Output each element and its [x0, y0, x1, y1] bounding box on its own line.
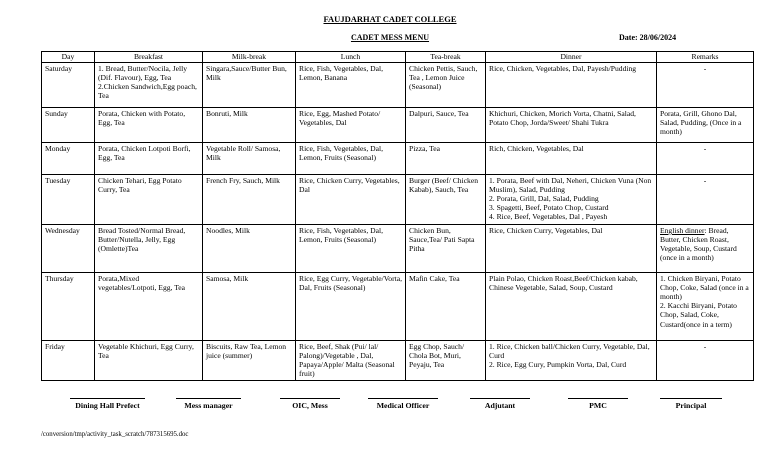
- col-header-breakfast: Breakfast: [95, 52, 203, 63]
- breakfast-cell: Porata,Mixed vegetables/Lotpoti, Egg, Tea: [95, 273, 203, 341]
- lunch-cell: Rice, Egg Curry, Vegetable/Vorta, Dal, Fruits (Seasonal): [296, 273, 406, 341]
- milk-break-cell: Singara,Sauce/Butter Bun, Milk: [203, 63, 296, 108]
- day-cell: Tuesday: [42, 175, 95, 225]
- menu-date: Date: 28/06/2024: [619, 33, 677, 42]
- day-cell: Friday: [42, 341, 95, 381]
- milk-break-cell: Bonruti, Milk: [203, 108, 296, 143]
- menu-title: CADET MESS MENU: [350, 33, 430, 42]
- tea-break-cell: Pizza, Tea: [406, 143, 486, 175]
- day-cell: Sunday: [42, 108, 95, 143]
- english-dinner-label: English dinner: [660, 226, 705, 235]
- signature-block: [280, 398, 340, 410]
- breakfast-cell: Vegetable Khichuri, Egg Curry, Tea: [95, 341, 203, 381]
- signature-row: [0, 398, 768, 428]
- lunch-cell: Rice, Fish, Vegetables, Dal, Lemon, Fruits (Seasonal): [296, 143, 406, 175]
- dinner-cell: Rich, Chicken, Vegetables, Dal: [486, 143, 657, 175]
- milk-break-cell: Samosa, Milk: [203, 273, 296, 341]
- signature-label: Dining Hall Prefect: [75, 401, 140, 410]
- lunch-cell: Rice, Beef, Shak (Pui/ lal/ Palong)/Vegetable , Dal, Papaya/Apple/ Malta (Seasonal fruit): [296, 341, 406, 381]
- dinner-cell: [486, 341, 657, 381]
- table-row: [42, 108, 754, 143]
- tea-break-cell: Dalpuri, Sauce, Tea: [406, 108, 486, 143]
- col-header-remarks: Remarks: [657, 52, 754, 63]
- dinner-cell: Khichuri, Chicken, Morich Vorta, Chatni, Salad, Potato Chop, Jorda/Sweet/ Shahi Tukra: [486, 108, 657, 143]
- signature-label: Medical Officer: [376, 401, 430, 410]
- day-cell: Saturday: [42, 63, 95, 108]
- milk-break-cell: Biscuits, Raw Tea, Lemon juice (summer): [203, 341, 296, 381]
- table-row: [42, 225, 754, 273]
- tea-break-cell: Egg Chop, Sauch/ Chola Bot, Muri, Peyaju, Tea: [406, 341, 486, 381]
- table-row: [42, 143, 754, 175]
- col-header-dinner: Dinner: [486, 52, 657, 63]
- table-row: [42, 63, 754, 108]
- breakfast-cell: 1. Bread, Butter/Nocila, Jelly (Dif. Flavour), Egg, Tea 2.Chicken Sandwich,Egg poach, Tea: [95, 63, 203, 108]
- signature-label: Adjutant: [484, 401, 516, 410]
- dinner-option: 1. Rice, Chicken ball/Chicken Curry, Vegetable, Dal, Curd: [489, 342, 650, 361]
- breakfast-cell: Porata, Chicken Lotpoti Borfi, Egg, Tea: [95, 143, 203, 175]
- signature-block: [176, 398, 241, 410]
- milk-break-cell: Vegetable Roll/ Samosa, Milk: [203, 143, 296, 175]
- lunch-cell: Rice, Fish, Vegetables, Dal, Lemon, Fruits (Seasonal): [296, 225, 406, 273]
- milk-break-cell: French Fry, Sauch, Milk: [203, 175, 296, 225]
- remarks-cell: -: [657, 143, 754, 175]
- day-cell: Monday: [42, 143, 95, 175]
- table-row: [42, 341, 754, 381]
- remarks-cell: 1. Chicken Biryani, Potato Chop, Coke, Salad (once in a month) 2. Kacchi Biryani, Potato Chop, Salad, Coke, Custard(once in a term): [657, 273, 754, 341]
- remarks-cell: -: [657, 175, 754, 225]
- signature-label: OIC, Mess: [292, 401, 328, 410]
- dinner-cell: Plain Polao, Chicken Roast,Beef/Chicken kabab, Chinese Vegetable, Salad, Soup, Custard: [486, 273, 657, 341]
- dinner-option: 3. Spagetti, Beef, Potato Chop, Custard: [489, 203, 609, 213]
- tea-break-cell: Burger (Beef/ Chicken Kabab), Sauch, Tea: [406, 175, 486, 225]
- lunch-cell: Rice, Egg, Mashed Potato/ Vegetables, Dal: [296, 108, 406, 143]
- signature-label: PMC: [589, 401, 607, 410]
- milk-break-cell: Noodles, Milk: [203, 225, 296, 273]
- signature-block: [70, 398, 145, 410]
- lunch-cell: Rice, Fish, Vegetables, Dal, Lemon, Banana: [296, 63, 406, 108]
- dinner-option: 2. Rice, Egg Cury, Pumpkin Vorta, Dal, Curd: [489, 360, 627, 370]
- remarks-cell: Porata, Grill, Ghono Dal, Salad, Pudding, (Once in a month): [657, 108, 754, 143]
- header-row: [42, 52, 754, 63]
- dinner-cell: [486, 175, 657, 225]
- col-header-day: Day: [42, 52, 95, 63]
- document-path: /conversion/tmp/activity_task_scratch/787315695.doc: [41, 431, 189, 438]
- signature-block: [568, 398, 628, 410]
- day-cell: Thursday: [42, 273, 95, 341]
- lunch-cell: Rice, Chicken Curry, Vegetables, Dal: [296, 175, 406, 225]
- signature-block: [660, 398, 722, 410]
- signature-block: [368, 398, 438, 410]
- signature-label: Principal: [675, 401, 707, 410]
- tea-break-cell: Mafin Cake, Tea: [406, 273, 486, 341]
- remarks-cell: -: [657, 341, 754, 381]
- table-row: [42, 273, 754, 341]
- signature-label: Mess manager: [184, 401, 233, 410]
- col-header-lunch: Lunch: [296, 52, 406, 63]
- dinner-option: 4. Rice, Beef, Vegetables, Dal , Payesh: [489, 212, 608, 222]
- breakfast-cell: Porata, Chicken with Potato, Egg, Tea: [95, 108, 203, 143]
- dinner-cell: Rice, Chicken Curry, Vegetables, Dal: [486, 225, 657, 273]
- dinner-option: 1. Porata, Beef with Dal, Neheri, Chicken Vuna (Non Muslim), Salad, Pudding: [489, 176, 652, 195]
- col-header-milk-break: Milk-break: [203, 52, 296, 63]
- dinner-option: 2. Porata, Grill, Dal, Salad, Pudding: [489, 194, 599, 204]
- remarks-cell: [657, 225, 754, 273]
- day-cell: Wednesday: [42, 225, 95, 273]
- mess-menu-table: [41, 51, 754, 381]
- breakfast-cell: Bread Tosted/Normal Bread, Butter/Nutella, Jelly, Egg (Omlette)Tea: [95, 225, 203, 273]
- remarks-cell: -: [657, 63, 754, 108]
- tea-break-cell: Chicken Pettis, Sauch, Tea , Lemon Juice (Seasonal): [406, 63, 486, 108]
- table-row: [42, 175, 754, 225]
- breakfast-cell: Chicken Tehari, Egg Potato Curry, Tea: [95, 175, 203, 225]
- college-name: FAUJDARHAT CADET COLLEGE: [323, 14, 457, 24]
- dinner-cell: Rice, Chicken, Vegetables, Dal, Payesh/Pudding: [486, 63, 657, 108]
- english-dinner-text: : Bread, Butter, Chicken Roast, Vegetable, Soup, Custard (once in a month): [660, 226, 737, 263]
- signature-block: [470, 398, 530, 410]
- tea-break-cell: Chicken Bun, Sauce,Tea/ Pati Sapta Pitha: [406, 225, 486, 273]
- col-header-tea-break: Tea-break: [406, 52, 486, 63]
